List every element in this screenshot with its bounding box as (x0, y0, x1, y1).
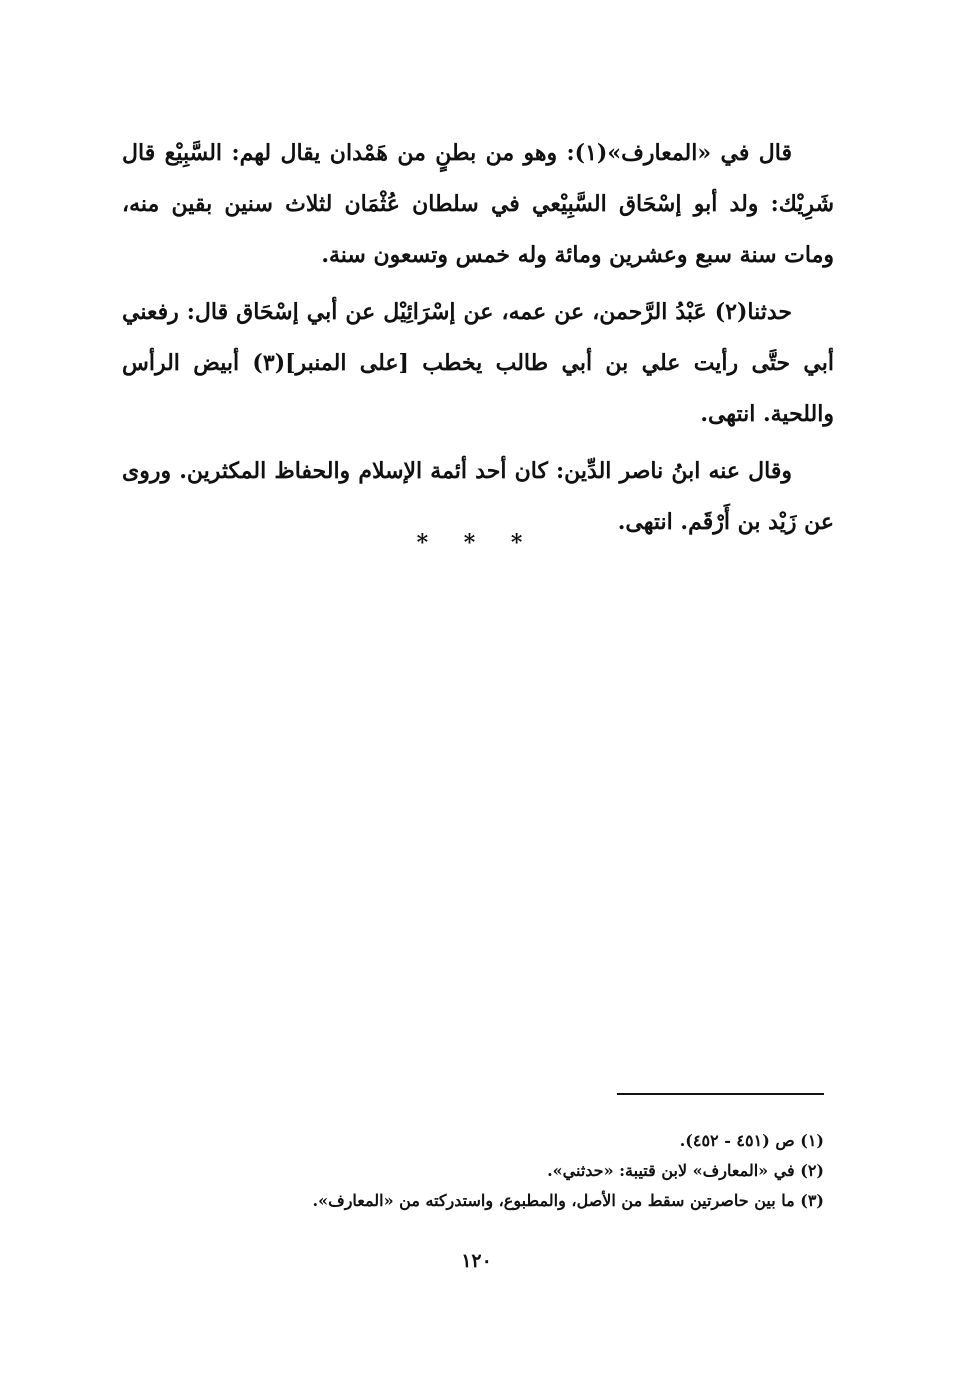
section-separator: * * * (416, 530, 537, 556)
footnote-divider (617, 1093, 824, 1095)
footnote-1: (١) ص (٤٥١ - ٤٥٢). (679, 1131, 824, 1150)
footnotes (200, 1126, 824, 1216)
paragraph-3: وقال عنه ابنُ ناصر الدِّين: كان أحد أئمة الإسلام والحفاظ المكثرين. وروى عن زَيْد بن أَرْقَم. انتهى. (122, 458, 834, 535)
paragraph-2: حدثنا(٢) عَبْدُ الرَّحمن، عن عمه، عن إسْرَائِيْل عن أبي إسْحَاق قال: رفعني أبي حتَّى رأيت علي بن أبي طالب يخطب [على المنبر](٣) أبيض الرأس واللحية. انتهى. (122, 299, 834, 427)
main-text (122, 128, 834, 548)
footnote-2: (٢) في «المعارف» لابن قتيبة: «حدثني». (547, 1161, 824, 1180)
page-number: ١٢٠ (461, 1250, 492, 1272)
paragraph-1: قال في «المعارف»(١): وهو من بطنٍ من هَمْدان يقال لهم: السَّبِيْع قال شَرِيْك: ولد أبو إسْحَاق السَّبِيْعي في سلطان عُثْمَان لثلاث سنين بقين منه، ومات سنة سبع وعشرين ومائة وله خمس وتسعون سنة. (122, 140, 834, 268)
footnote-3: (٣) ما بين حاصرتين سقط من الأصل، والمطبوع، واستدركته من «المعارف». (312, 1191, 824, 1210)
